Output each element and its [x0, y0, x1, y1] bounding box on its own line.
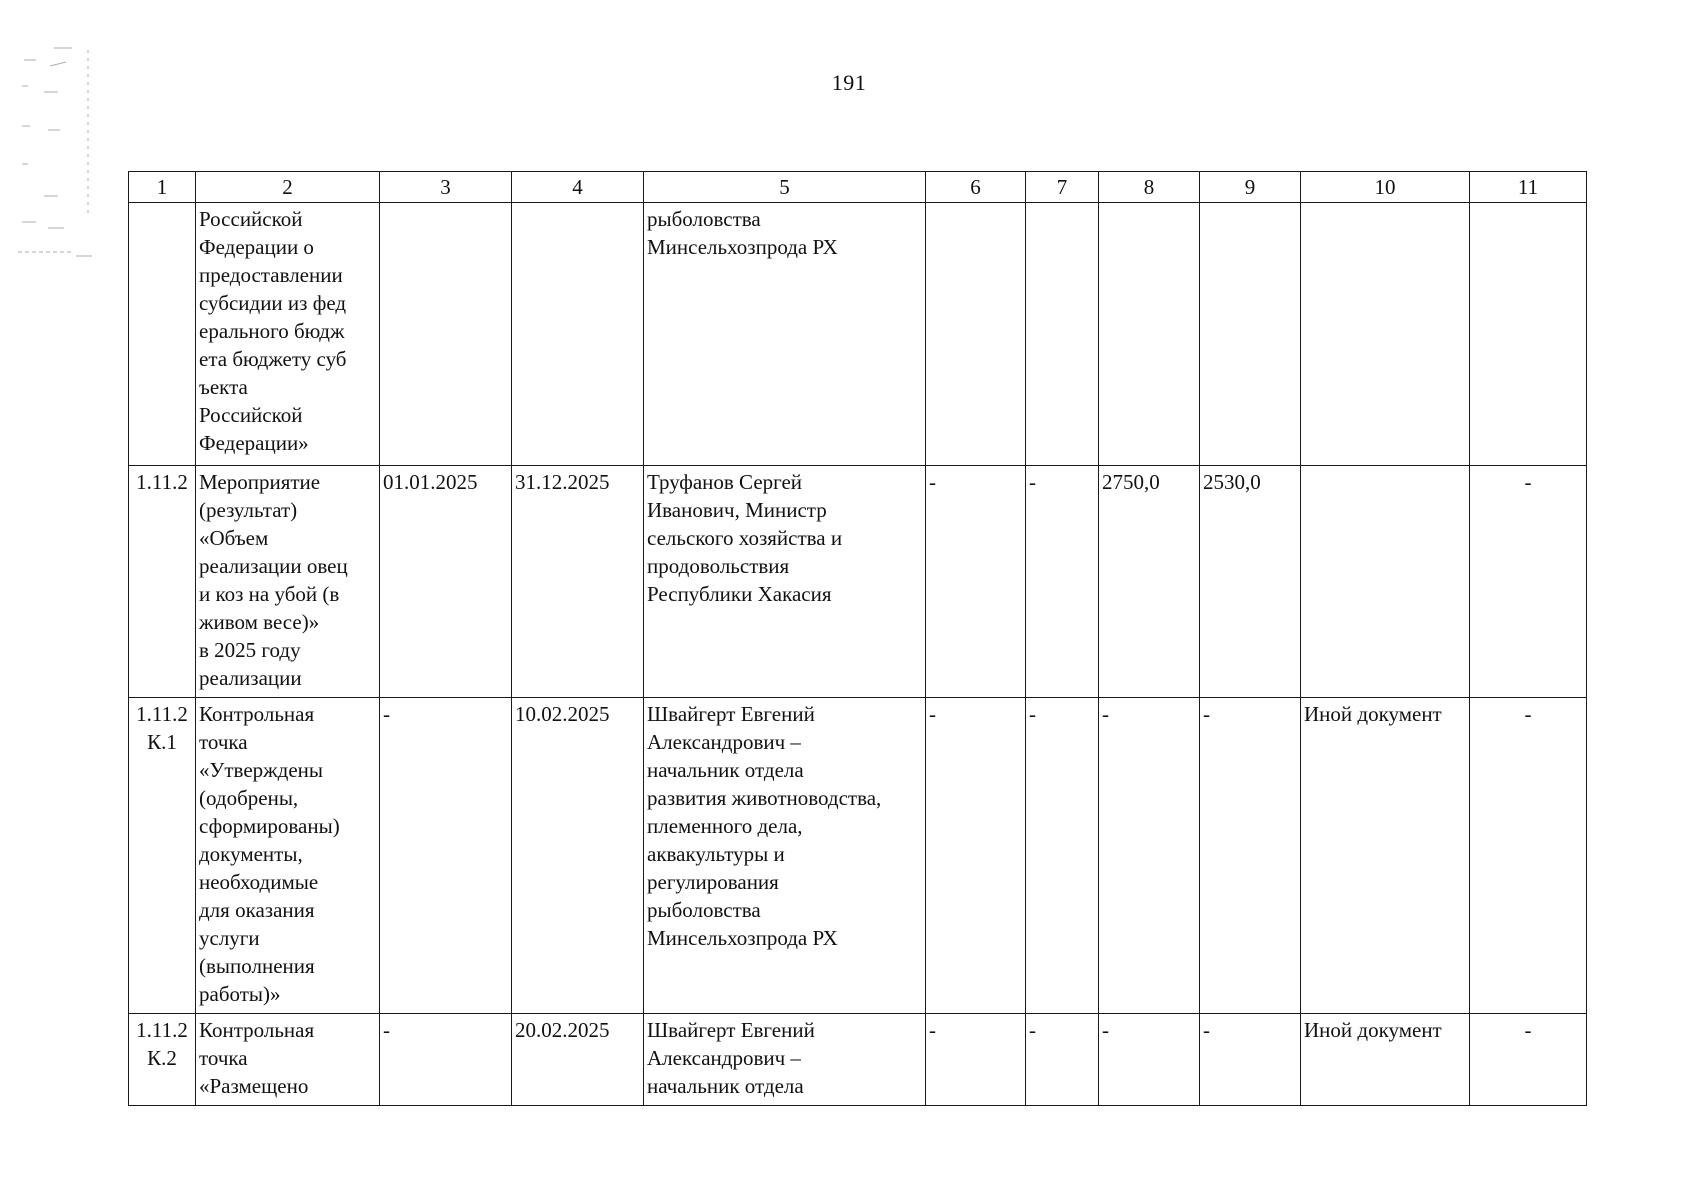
- column-header: 6: [926, 172, 1026, 203]
- cell-col-10: [1301, 466, 1470, 698]
- table-row: [129, 466, 1587, 698]
- column-header: 7: [1026, 172, 1099, 203]
- column-header: 5: [644, 172, 926, 203]
- column-header: 1: [129, 172, 196, 203]
- column-header: 8: [1099, 172, 1200, 203]
- cell-col-6: -: [926, 1014, 1026, 1106]
- cell-col-9: -: [1200, 1014, 1301, 1106]
- cell-col-7: -: [1026, 466, 1099, 698]
- table-row: [129, 698, 1587, 1014]
- cell-col-8: -: [1099, 698, 1200, 1014]
- cell-col-11: -: [1470, 466, 1587, 698]
- row-number: 1.11.2 К.1: [129, 698, 196, 1014]
- cell-col-7: [1026, 203, 1099, 466]
- end-date: [512, 203, 644, 466]
- end-date: 10.02.2025: [512, 698, 644, 1014]
- responsible-person: Швайгерт Евгений Александрович – начальник отдела развития животноводства, племенного дела, аквакультуры и регулирования рыболовства Минсельхозпрода РХ: [644, 698, 926, 1014]
- cell-col-6: -: [926, 466, 1026, 698]
- column-header: 11: [1470, 172, 1587, 203]
- page-number: 191: [831, 70, 867, 95]
- cell-col-9: 2530,0: [1200, 466, 1301, 698]
- cell-col-6: [926, 203, 1026, 466]
- end-date: 31.12.2025: [512, 466, 644, 698]
- responsible-person: Труфанов Сергей Иванович, Министр сельского хозяйства и продовольствия Республики Хакасия: [644, 466, 926, 698]
- cell-col-6: -: [926, 698, 1026, 1014]
- responsible-person: Швайгерт Евгений Александрович – начальник отдела: [644, 1014, 926, 1106]
- cell-col-10: Иной документ: [1301, 698, 1470, 1014]
- cell-col-11: -: [1470, 1014, 1587, 1106]
- start-date: [380, 203, 512, 466]
- cell-col-7: -: [1026, 698, 1099, 1014]
- cell-col-7: -: [1026, 1014, 1099, 1106]
- cell-col-8: -: [1099, 1014, 1200, 1106]
- table-row: [129, 203, 1587, 466]
- start-date: 01.01.2025: [380, 466, 512, 698]
- cell-col-9: [1200, 203, 1301, 466]
- cell-col-8: [1099, 203, 1200, 466]
- row-number: [129, 203, 196, 466]
- column-header: 10: [1301, 172, 1470, 203]
- event-name: Контрольная точка «Утверждены (одобрены, сформированы) документы, необходимые для оказания услуги (выполнения работы)»: [196, 698, 380, 1014]
- cell-col-10: Иной документ: [1301, 1014, 1470, 1106]
- event-name: Контрольная точка «Размещено: [196, 1014, 380, 1106]
- cell-col-9: -: [1200, 698, 1301, 1014]
- responsible-person: рыболовства Минсельхозпрода РХ: [644, 203, 926, 466]
- cell-col-11: -: [1470, 698, 1587, 1014]
- event-name: Мероприятие (результат) «Объем реализации овец и коз на убой (в живом весе)» в 2025 году реализации: [196, 466, 380, 698]
- cell-col-10: [1301, 203, 1470, 466]
- column-header: 9: [1200, 172, 1301, 203]
- start-date: -: [380, 698, 512, 1014]
- table-header-row: [129, 172, 1587, 203]
- column-header: 2: [196, 172, 380, 203]
- column-header: 4: [512, 172, 644, 203]
- end-date: 20.02.2025: [512, 1014, 644, 1106]
- table-row: [129, 1014, 1587, 1106]
- cell-col-11: [1470, 203, 1587, 466]
- start-date: -: [380, 1014, 512, 1106]
- row-number: 1.11.2 К.2: [129, 1014, 196, 1106]
- cell-col-8: 2750,0: [1099, 466, 1200, 698]
- schedule-table: [128, 171, 1587, 1106]
- row-number: 1.11.2: [129, 466, 196, 698]
- event-name: Российской Федерации о предоставлении субсидии из фед ерального бюдж ета бюджету суб ъекта Российской Федерации»: [196, 203, 380, 466]
- column-header: 3: [380, 172, 512, 203]
